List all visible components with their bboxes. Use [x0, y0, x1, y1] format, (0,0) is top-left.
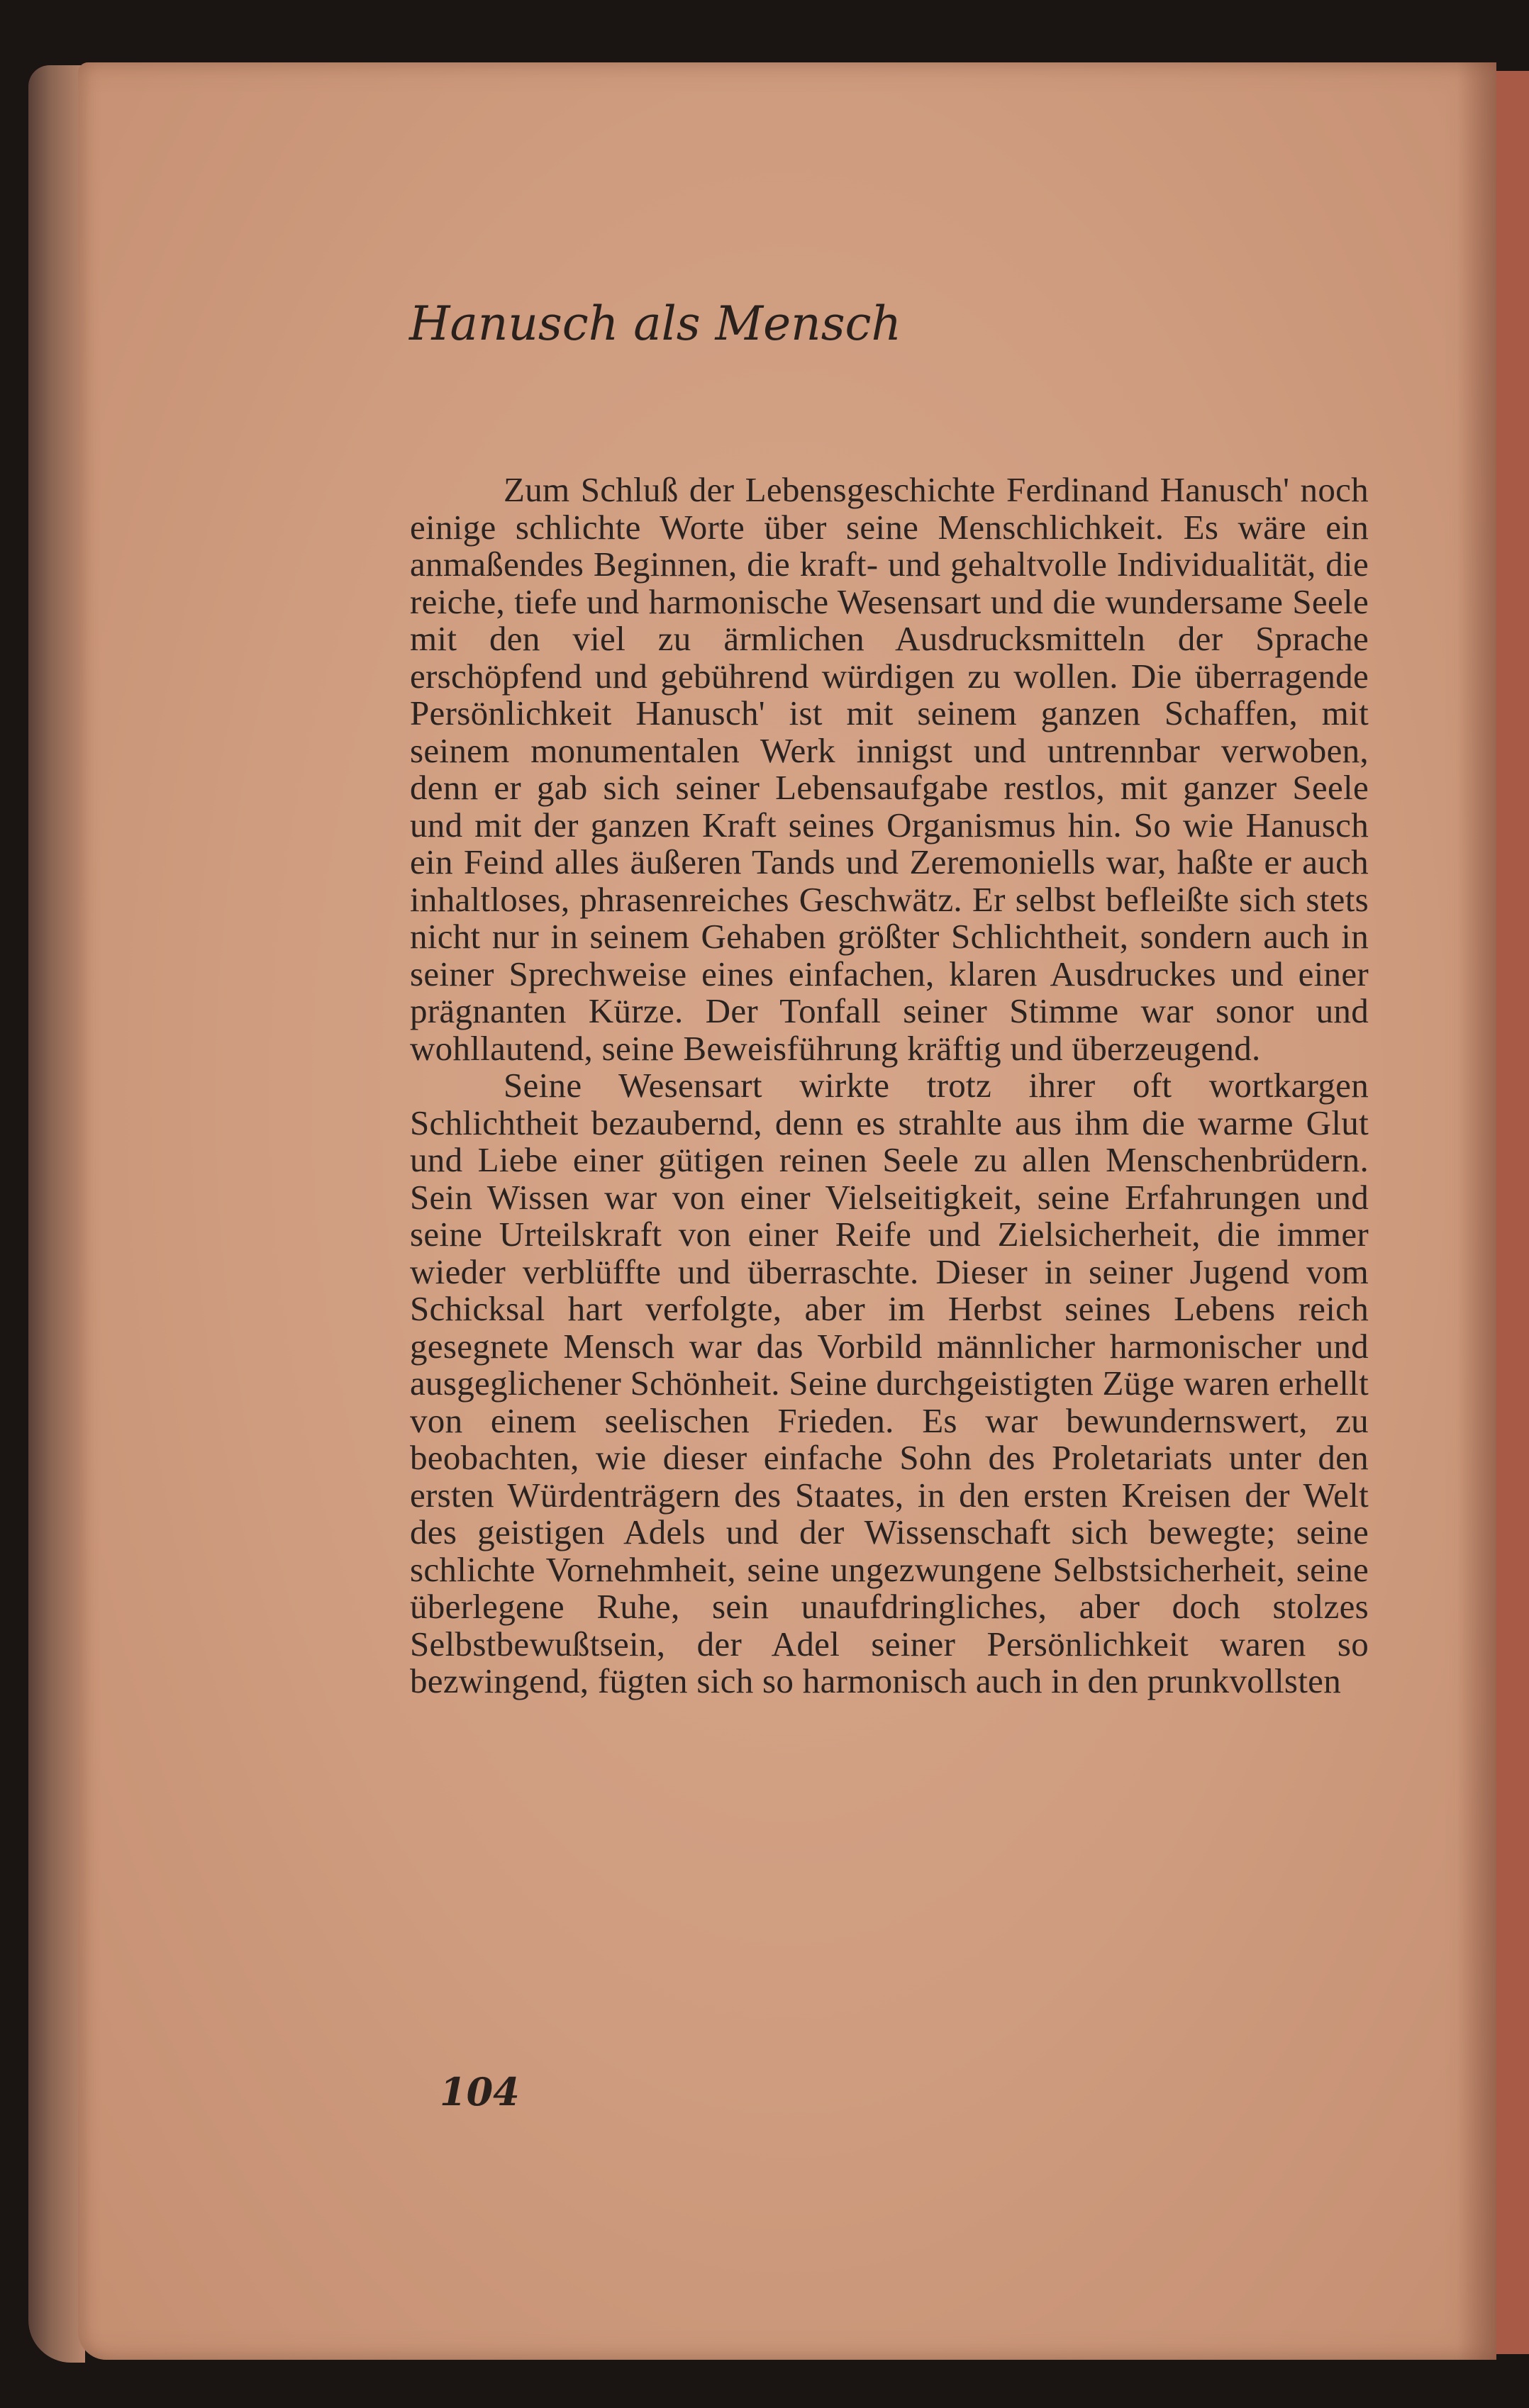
page-stack-edge: [28, 65, 85, 2363]
paragraph-1: Zum Schluß der Lebensgeschichte Ferdinand Hanusch' noch einige schlichte Worte über seine Menschlichkeit. Es wäre ein anmaßendes Beginnen, die kraft- und gehaltvolle Individualität, die reiche, tiefe und harmonische Wesensart und die wundersame Seele mit den viel zu ärmlichen Ausdrucksmitteln der Sprache erschöpfend und gebührend würdigen zu wollen. Die überragende Persönlichkeit Hanusch' ist mit seinem ganzen Schaffen, mit seinem monumentalen Werk innigst und untrennbar verwoben, denn er gab sich seiner Lebensaufgabe restlos, mit ganzer Seele und mit der ganzen Kraft seines Organismus hin. So wie Hanusch ein Feind alles äußeren Tands und Zeremoniells war, haßte er auch inhaltloses, phrasenreiches Geschwätz. Er selbst befleißte sich stets nicht nur in seinem Gehaben größter Schlichtheit, sondern auch in seiner Sprechweise eines einfachen, klaren Ausdruckes und einer prägnanten Kürze. Der Tonfall seiner Stimme war sonor und wohllautend, seine Beweisführung kräftig und überzeugend.: [410, 470, 1369, 1068]
paragraph-2: Seine Wesensart wirkte trotz ihrer oft wortkargen Schlichtheit bezaubernd, denn es strahlte aus ihm die warme Glut und Liebe einer gütigen reinen Seele zu allen Menschenbrüdern. Sein Wissen war von einer Vielseitigkeit, seine Erfahrungen und seine Urteilskraft von einer Reife und Zielsicherheit, die immer wieder verblüffte und überraschte. Dieser in seiner Jugend vom Schicksal hart verfolgte, aber im Herbst seines Lebens reich gesegnete Mensch war das Vorbild männlicher harmonischer und ausgeglichener Schönheit. Seine durchgeistigten Züge waren erhellt von einem seelischen Frieden. Es war bewundernswert, zu beobachten, wie dieser einfache Sohn des Proletariats unter den ersten Würdenträgern des Staates, in den ersten Kreisen der Welt des geistigen Adels und der Wissenschaft sich bewegte; seine schlichte Vornehmheit, seine ungezwungene Selbstsicherheit, seine überlegene Ruhe, sein unaufdringliches, aber doch stolzes Selbstbewußtsein, der Adel seiner Persönlichkeit waren so bezwingend, fügten sich so harmonisch auch in den prunkvollsten: [410, 1066, 1369, 1700]
body-text: [410, 472, 1369, 1700]
gutter-shadow: [1457, 62, 1496, 2360]
page-number: 104: [440, 2069, 520, 2114]
chapter-title: Hanusch als Mensch: [409, 296, 902, 351]
facing-page-edge: [1496, 71, 1529, 2354]
